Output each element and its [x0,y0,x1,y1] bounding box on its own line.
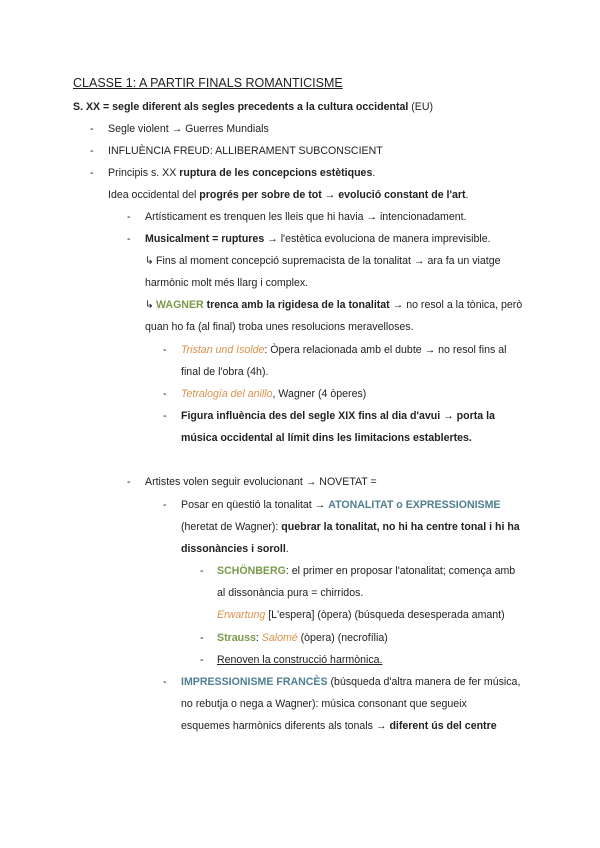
text: : el primer en proposar l'atonalitat; comença amb [285,565,516,577]
text: → l'estètica evoluciona de manera imprevisible. [264,233,491,245]
text-bold: dissonàncies i soroll [181,543,286,555]
text: Principis s. XX [108,167,180,179]
movement-name: ATONALITAT o EXPRESSIONISME [328,499,501,511]
list-item [156,299,522,312]
dash-bullet: - [127,476,131,488]
dash-bullet: - [163,388,167,400]
dash-bullet: - [200,654,204,666]
arrow-icon: ↳ [145,255,154,267]
composer-name: SCHÖNBERG [217,565,286,577]
dash-bullet: - [90,145,94,157]
list-item [181,499,501,512]
list-item: Fins al moment concepció supremacista de la tonalitat → ara fa un viatge [156,255,501,267]
text: (òpera) (necrofília) [297,632,388,644]
work-title: Tetralogía del anillo [181,388,273,400]
text: . [372,167,376,179]
work-title: Salomé [261,632,298,644]
text: esquemes harmònics diferents als tonals → [181,720,390,732]
list-item-continuation [181,543,289,556]
dash-bullet: - [163,344,167,356]
text-bold: progrés per sobre de tot → evolució constant de l'art [199,189,466,201]
text: → no resol a la tònica, però [389,299,523,311]
list-item: Figura influència des del segle XIX fins al dia d'avui → porta la [181,410,495,422]
arrow-icon: ↳ [145,299,154,311]
list-item: Segle violent → Guerres Mundials [108,123,269,135]
text: (heretat de Wagner): [181,521,282,533]
text: Idea occidental del [108,189,200,201]
text-bold: ruptura de les concepcions estètiques [179,167,373,179]
text: , Wagner (4 òperes) [272,388,367,400]
dash-bullet: - [127,211,131,223]
list-item: INFLUÈNCIA FREUD: ALLIBERAMENT SUBCONSCIENT [108,145,383,157]
list-item-continuation: música occidental al límit dins les limitacions establertes. [181,432,472,444]
text: [L'espera] (òpera) (búsqueda desesperada amant) [265,609,505,621]
wagner-name: WAGNER [156,299,204,311]
list-item [181,676,520,689]
list-item: Renoven la construcció harmònica. [217,654,383,666]
list-item-continuation [217,609,505,622]
text-bold: quebrar la tonalitat, no hi ha centre tonal i hi ha [281,521,520,533]
dash-bullet: - [200,565,204,577]
dash-bullet: - [200,632,204,644]
list-item [181,344,506,357]
dash-bullet: - [163,410,167,422]
list-item-continuation [181,521,520,534]
text: . [465,189,469,201]
dash-bullet: - [90,167,94,179]
movement-name: IMPRESSIONISME FRANCÈS [181,676,328,688]
list-item: Artísticament es trenquen les lleis que hi havia → intencionadament. [145,211,467,223]
dash-bullet: - [163,499,167,511]
dash-bullet: - [163,676,167,688]
work-title: Erwartung [217,609,266,621]
text-bold: Musicalment = ruptures [145,233,265,245]
intro-rest: (EU) [408,101,434,113]
list-item-continuation: harmònic molt més llarg i complex. [145,277,309,289]
text-bold: diferent ús del centre [389,720,497,732]
page-title: CLASSE 1: A PARTIR FINALS ROMANTICISME [73,76,343,90]
list-item-continuation [108,189,469,202]
text: : [255,632,262,644]
text: : Òpera relacionada amb el dubte → no resol fins al [264,344,507,356]
dash-bullet: - [127,233,131,245]
list-item-continuation: final de l'obra (4h). [181,366,269,378]
list-item [108,167,375,180]
text: Posar en qüestió la tonalitat → [181,499,329,511]
list-item [145,233,491,246]
intro-line [73,101,433,114]
text: (búsqueda d'altra manera de fer música, [327,676,521,688]
list-item [217,565,515,578]
list-item [217,632,388,645]
composer-name: Strauss [217,632,256,644]
list-item-continuation: no rebutja o nega a Wagner): música consonant que segueix [181,698,467,710]
list-item [181,388,366,401]
dash-bullet: - [90,123,94,135]
text-bold: trenca amb la rigidesa de la tonalitat [203,299,390,311]
work-title: Tristan und Isolde [181,344,265,356]
list-item-continuation: quan ho fa (al final) troba unes resolucions meravelloses. [145,321,414,333]
list-item-continuation [181,720,497,733]
text: . [285,543,289,555]
list-item: Artistes volen seguir evolucionant → NOVETAT = [145,476,377,488]
list-item-continuation: al dissonància pura = chirridos. [217,587,364,599]
intro-bold: S. XX = segle diferent als segles precedents a la cultura occidental [73,101,409,113]
